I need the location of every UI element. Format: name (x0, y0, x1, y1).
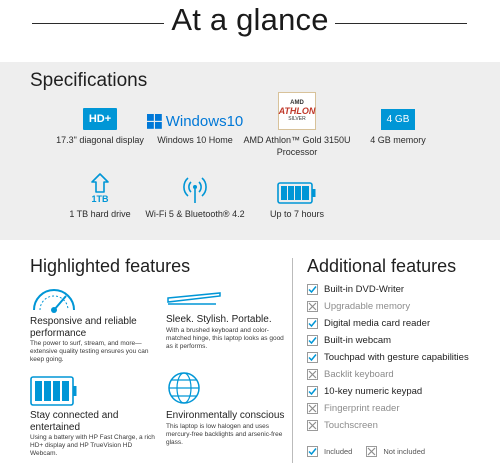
list-item (307, 417, 492, 434)
check-icon (307, 318, 318, 329)
feature-environment (166, 410, 286, 447)
feature-environment-desc: This laptop is low halogen and uses mercury-free backlights and arsenic-free glass. (166, 422, 283, 446)
spec-memory-label: 4 GB memory (370, 135, 426, 145)
feature-environment-heading: Environmentally conscious (166, 410, 285, 421)
spec-processor (242, 92, 352, 158)
windows-logo-text: Windows10 (165, 113, 244, 130)
features-legend (307, 446, 425, 457)
section-divider (292, 258, 293, 463)
thin-laptop-icon (166, 290, 222, 310)
cross-icon (366, 446, 377, 457)
page-title: At a glance (171, 2, 329, 37)
cross-icon (307, 403, 318, 414)
spec-battery (242, 166, 352, 221)
additional-features-list (307, 281, 492, 434)
cross-icon (307, 301, 318, 312)
spec-os (140, 96, 250, 147)
spec-os-label: Windows 10 Home (157, 135, 233, 145)
legend-not-included-label: Not included (383, 447, 426, 456)
hard-drive-badge: 1TB (91, 194, 109, 204)
feature-label: Backlit keyboard (324, 369, 394, 380)
globe-icon (166, 370, 202, 406)
feature-design (166, 314, 286, 351)
feature-performance-heading: Responsive and reliable performance (30, 316, 137, 339)
spec-storage-label: 1 TB hard drive (69, 209, 131, 219)
wifi-bluetooth-icon (175, 170, 215, 204)
memory-chip-icon: 4 GB (381, 109, 416, 130)
feature-design-heading: Sleek. Stylish. Portable. (166, 314, 272, 325)
list-item (307, 400, 492, 417)
list-item (307, 332, 492, 349)
spec-wireless-label: Wi-Fi 5 & Bluetooth® 4.2 (145, 209, 245, 219)
feature-label: Upgradable memory (324, 301, 411, 312)
hd-plus-badge-icon: HD+ (83, 108, 117, 130)
check-icon (307, 446, 318, 457)
spec-memory (343, 96, 453, 147)
spec-wireless (140, 166, 250, 221)
windows-logo-icon (147, 113, 244, 130)
spec-storage (45, 166, 155, 221)
feature-connectivity (30, 410, 160, 458)
feature-connectivity-desc: Using a battery with HP Fast Charge, a rich HD+ display and HP TrueVision HD Webcam. (30, 434, 155, 457)
check-icon (307, 352, 318, 363)
feature-label: Fingerprint reader (324, 403, 400, 414)
page-header (0, 0, 500, 42)
list-item (307, 281, 492, 298)
feature-label: Touchpad with gesture capabilities (324, 352, 469, 363)
battery-full-icon (30, 376, 78, 406)
highlighted-features-title: Highlighted features (30, 256, 191, 276)
specifications-panel (0, 62, 500, 240)
spec-processor-label: AMD Athlon™ Gold 3150U Processor (243, 135, 351, 157)
legend-included-label: Included (324, 447, 353, 456)
specifications-title: Specifications (30, 70, 148, 91)
feature-label: 10-key numeric keypad (324, 386, 423, 397)
header-rule-right (335, 23, 467, 24)
check-icon (307, 335, 318, 346)
additional-features-title: Additional features (307, 256, 457, 276)
feature-performance-desc: The power to surf, stream, and more—extensive quality testing ensures you can keep going. (30, 340, 149, 363)
battery-icon (277, 182, 317, 204)
feature-label: Built-in DVD-Writer (324, 284, 405, 295)
speedometer-icon (30, 280, 78, 314)
check-icon (307, 284, 318, 295)
list-item (307, 298, 492, 315)
spec-battery-label: Up to 7 hours (269, 209, 325, 219)
list-item (307, 315, 492, 332)
feature-connectivity-heading: Stay connected and entertained (30, 410, 119, 433)
list-item (307, 383, 492, 400)
hard-drive-icon (89, 172, 111, 204)
feature-design-desc: With a brushed keyboard and color-matched hinge, this laptop looks as good as it performs. (166, 326, 284, 350)
feature-label: Touchscreen (324, 420, 378, 431)
list-item (307, 349, 492, 366)
cross-icon (307, 420, 318, 431)
list-item (307, 366, 492, 383)
cross-icon (307, 369, 318, 380)
amd-athlon-logo-icon: AMD ATHLON SILVER (278, 92, 316, 130)
spec-display (45, 96, 155, 147)
feature-label: Built-in webcam (324, 335, 392, 346)
check-icon (307, 386, 318, 397)
feature-label: Digital media card reader (324, 318, 431, 329)
feature-performance (30, 316, 160, 364)
spec-display-label: 17.3" diagonal display (56, 135, 144, 145)
